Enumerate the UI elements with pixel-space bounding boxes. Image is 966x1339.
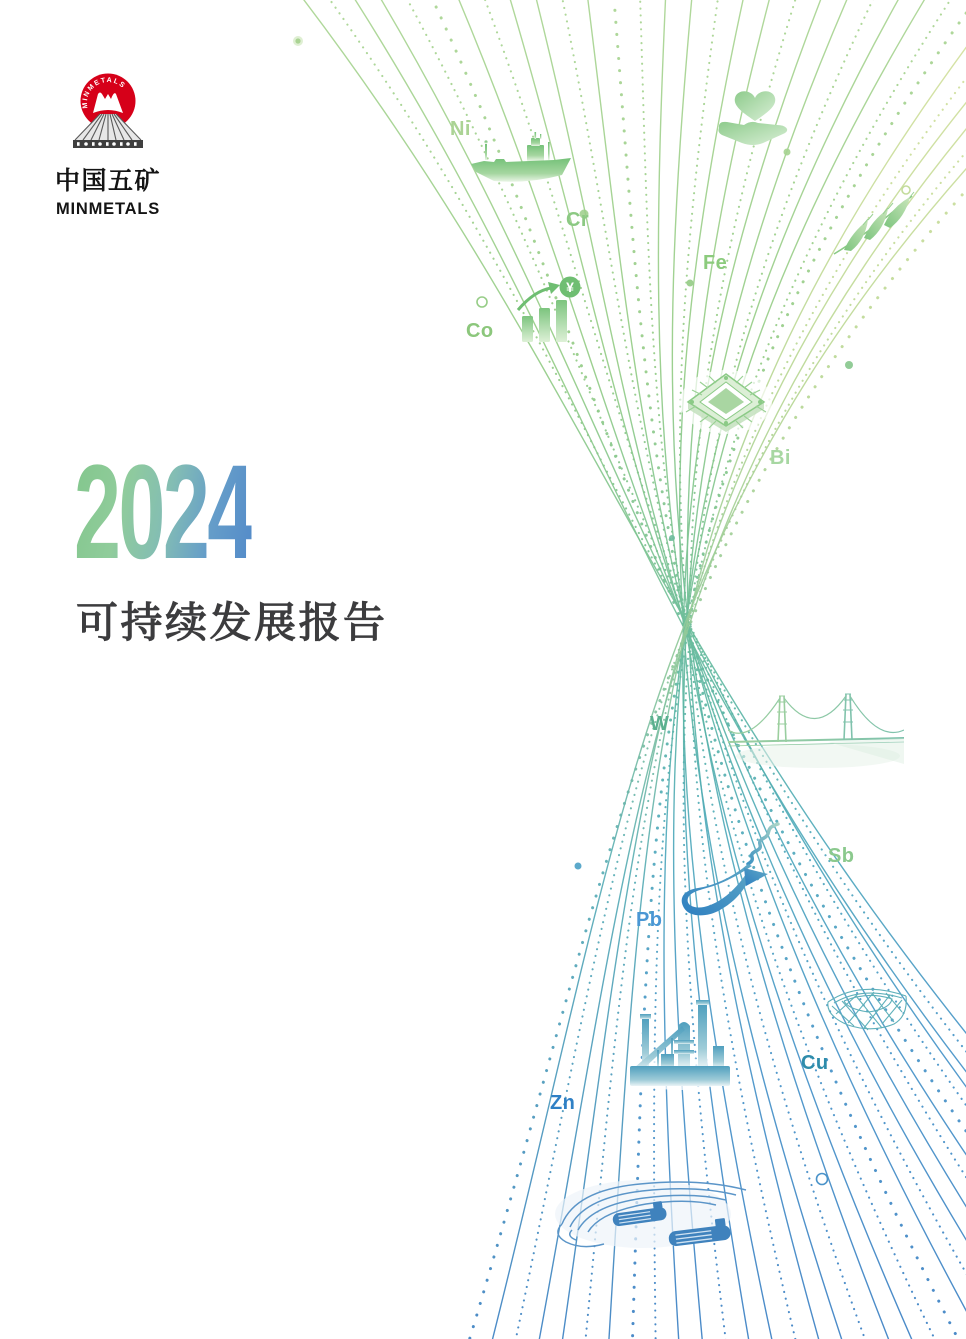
element-symbol-W: W bbox=[650, 713, 670, 735]
element-symbol-Zn: Zn bbox=[550, 1092, 576, 1114]
wheat-icon bbox=[830, 190, 916, 256]
growth-chart-yuan-icon bbox=[514, 276, 582, 344]
element-symbol-Fe: Fe bbox=[703, 252, 728, 274]
brand-name-english: MINMETALS bbox=[55, 200, 161, 218]
element-symbol-Bi: Bi bbox=[770, 447, 791, 469]
minmetals-logo bbox=[50, 70, 166, 219]
element-symbol-Pb: Pb bbox=[636, 909, 663, 931]
high-speed-train-icon bbox=[676, 820, 792, 928]
svg-text:¥: ¥ bbox=[566, 279, 574, 295]
element-symbol-Ni: Ni bbox=[450, 118, 471, 140]
emblem-text: MINMETALS bbox=[81, 76, 127, 109]
factory-icon bbox=[628, 996, 732, 1092]
report-year: 2024 bbox=[74, 438, 252, 587]
cpu-chip-icon bbox=[678, 366, 774, 438]
heart-in-hand-icon bbox=[714, 86, 796, 149]
element-symbol-Cu: Cu bbox=[801, 1052, 829, 1074]
cargo-ship-icon bbox=[470, 131, 572, 188]
open-pit-mine-icon bbox=[548, 1172, 808, 1264]
element-symbol-Sb: Sb bbox=[828, 845, 855, 867]
report-title: 可持续发展报告 bbox=[76, 599, 388, 647]
element-symbol-Co: Co bbox=[466, 320, 494, 342]
suspension-bridge-icon bbox=[728, 684, 904, 780]
stadium-icon bbox=[824, 978, 910, 1036]
brand-name-chinese: 中国五矿 bbox=[54, 167, 161, 195]
minmetals-emblem bbox=[53, 70, 163, 154]
element-symbol-Cr: Cr bbox=[566, 209, 590, 231]
